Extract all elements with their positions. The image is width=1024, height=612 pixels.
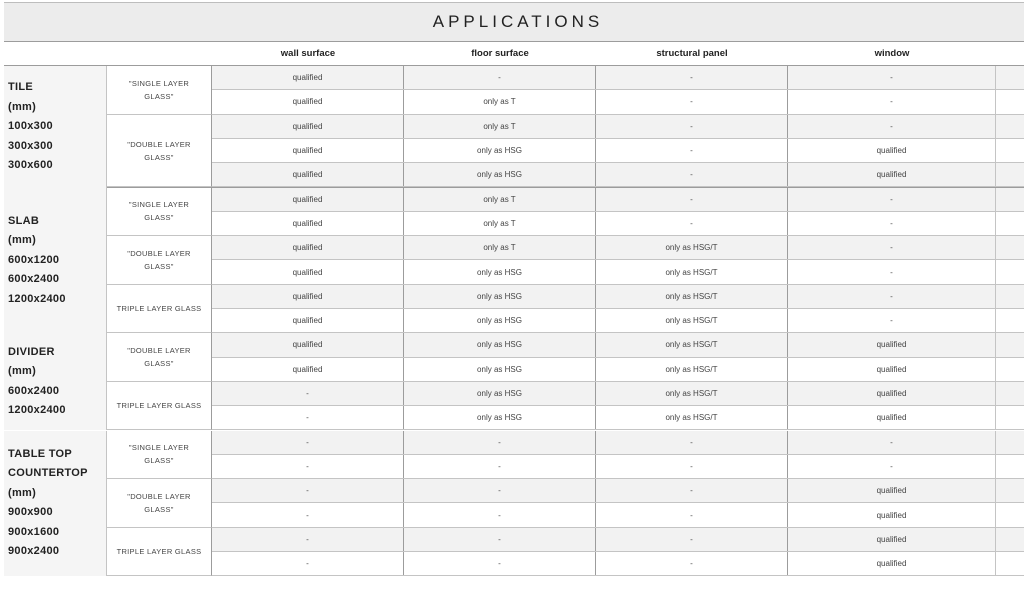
group-label-line: COUNTERTOP	[8, 467, 88, 480]
column-header-row	[4, 42, 1024, 66]
group-label-line: (mm)	[8, 100, 37, 113]
table-cell: qualified	[212, 188, 404, 211]
table-cell: qualified	[212, 90, 404, 113]
glass-type-text: TRIPLE LAYER GLASS	[116, 401, 202, 411]
group-label	[4, 66, 107, 188]
table-cell: qualified	[212, 285, 404, 308]
group-label-line: 900x2400	[8, 545, 60, 558]
table-cell: only as HSG	[404, 406, 596, 429]
group-label-line: 900x900	[8, 506, 53, 519]
table-cell: only as T	[404, 115, 596, 138]
group-label-line: (mm)	[8, 365, 37, 378]
glass-type-label	[107, 188, 212, 237]
table-cell: only as HSG	[404, 139, 596, 162]
table-row	[212, 333, 1024, 357]
table-cell: only as HSG/T	[596, 236, 788, 259]
table-row	[212, 503, 1024, 527]
group-label-line: TABLE TOP	[8, 447, 73, 460]
table-cell: only as HSG/T	[596, 309, 788, 332]
table-row	[212, 260, 1024, 284]
table-cell: -	[596, 479, 788, 502]
table-cell: qualified	[212, 212, 404, 235]
table-row	[212, 552, 1024, 576]
table-cell: qualified	[788, 528, 996, 551]
table-cell: only as HSG	[404, 333, 596, 356]
table-cell: qualified	[788, 406, 996, 429]
table-cell: -	[596, 188, 788, 211]
table-cell: -	[788, 212, 996, 235]
table-cell: qualified	[788, 479, 996, 502]
table-cell: -	[212, 552, 404, 575]
table-cell: -	[788, 431, 996, 454]
table-cell: only as HSG	[404, 285, 596, 308]
table-row	[212, 188, 1024, 212]
table-cell: only as HSG/T	[596, 285, 788, 308]
group-label-line: 900x1600	[8, 525, 60, 538]
table-cell: -	[596, 212, 788, 235]
table-row	[212, 479, 1024, 503]
glass-type-label	[107, 479, 212, 528]
table-cell: only as HSG/T	[596, 260, 788, 283]
table-cell: -	[596, 503, 788, 526]
table-cell: -	[788, 260, 996, 283]
table-cell: -	[404, 503, 596, 526]
title-bar	[4, 2, 1024, 42]
table-cell: -	[404, 431, 596, 454]
table-cell: qualified	[212, 236, 404, 259]
table-cell: -	[788, 309, 996, 332]
table-cell: -	[596, 552, 788, 575]
table-cell: qualified	[212, 333, 404, 356]
table-row	[212, 309, 1024, 333]
table-cell: only as HSG/T	[596, 333, 788, 356]
group-label-line: 1200x2400	[8, 404, 66, 417]
table-cell: qualified	[212, 139, 404, 162]
table-cell: -	[596, 163, 788, 186]
table-cell: -	[596, 115, 788, 138]
table-cell: -	[788, 188, 996, 211]
table-group	[4, 431, 1024, 577]
table-cell: -	[212, 528, 404, 551]
page-title: APPLICATIONS	[432, 12, 604, 31]
table-cell: -	[596, 90, 788, 113]
glass-type-text: "DOUBLE LAYER GLASS"	[127, 491, 191, 514]
glass-type-label	[107, 66, 212, 115]
table-group	[4, 333, 1024, 430]
table-row	[212, 115, 1024, 139]
table-cell: -	[788, 455, 996, 478]
group-label	[4, 431, 107, 577]
group-label-line: TILE	[8, 81, 34, 93]
table-cell: qualified	[788, 163, 996, 186]
table-cell: -	[404, 66, 596, 89]
table-cell: -	[404, 455, 596, 478]
table-row	[212, 66, 1024, 90]
table-cell: -	[596, 66, 788, 89]
group-label-line: 100x300	[8, 120, 53, 132]
glass-type-label	[107, 285, 212, 334]
table-cell: qualified	[788, 358, 996, 381]
table-cell: only as T	[404, 212, 596, 235]
glass-type-label	[107, 431, 212, 480]
table-cell: -	[596, 431, 788, 454]
table-group	[4, 188, 1024, 334]
glass-type-label	[107, 236, 212, 285]
table-row	[212, 139, 1024, 163]
table-cell: only as T	[404, 90, 596, 113]
glass-type-text: TRIPLE LAYER GLASS	[116, 546, 202, 556]
table-cell: qualified	[212, 115, 404, 138]
group-label-line: 600x1200	[8, 253, 60, 266]
table-cell: -	[596, 139, 788, 162]
table-cell: only as T	[404, 188, 596, 211]
table-cell: qualified	[788, 139, 996, 162]
glass-type-text: "SINGLE LAYER GLASS"	[128, 443, 190, 466]
table-cell: qualified	[788, 382, 996, 405]
table-cell: -	[404, 528, 596, 551]
group-label-line: 600x2400	[8, 273, 60, 286]
group-label-line: 300x300	[8, 139, 53, 152]
column-header-floor-surface: floor surface	[471, 48, 529, 59]
glass-type-text: "DOUBLE LAYER GLASS"	[127, 346, 191, 369]
table-cell: -	[596, 455, 788, 478]
table-row	[212, 382, 1024, 406]
column-header-wall-surface: wall surface	[280, 48, 336, 59]
table-cell: only as HSG	[404, 358, 596, 381]
table-cell: -	[212, 406, 404, 429]
table-cell: -	[788, 115, 996, 138]
table-row	[212, 285, 1024, 309]
table-row	[212, 406, 1024, 430]
group-label-line: SLAB	[8, 214, 40, 227]
table-cell: qualified	[788, 503, 996, 526]
table-row	[212, 212, 1024, 236]
table-group	[4, 66, 1024, 188]
group-label	[4, 333, 107, 430]
table-cell: only as HSG	[404, 309, 596, 332]
column-header-structural-panel: structural panel	[656, 48, 728, 59]
table-cell: -	[212, 479, 404, 502]
glass-type-label	[107, 528, 212, 577]
table-row	[212, 236, 1024, 260]
table-cell: only as HSG/T	[596, 358, 788, 381]
table-cell: qualified	[212, 66, 404, 89]
table-cell: -	[404, 479, 596, 502]
table-cell: -	[788, 236, 996, 259]
glass-type-label	[107, 382, 212, 431]
glass-type-text: TRIPLE LAYER GLASS	[116, 303, 202, 313]
table-cell: qualified	[212, 260, 404, 283]
group-label-line: 1200x2400	[8, 292, 66, 305]
group-label-line: DIVIDER	[8, 345, 55, 358]
table-row	[212, 90, 1024, 114]
table-cell: qualified	[212, 358, 404, 381]
glass-type-text: "DOUBLE LAYER GLASS"	[127, 139, 191, 162]
table-cell: -	[596, 528, 788, 551]
glass-type-label	[107, 115, 212, 188]
table-row	[212, 528, 1024, 552]
table-cell: -	[212, 455, 404, 478]
group-label-line: 300x600	[8, 159, 53, 171]
table-cell: -	[788, 90, 996, 113]
column-header-window: window	[874, 48, 910, 59]
table-cell: -	[788, 285, 996, 308]
table-cell: only as HSG	[404, 163, 596, 186]
glass-type-text: "DOUBLE LAYER GLASS"	[127, 248, 191, 271]
table-cell: only as HSG/T	[596, 382, 788, 405]
table-cell: -	[788, 66, 996, 89]
table-row	[212, 358, 1024, 382]
table-cell: -	[212, 431, 404, 454]
table-cell: qualified	[212, 309, 404, 332]
table-row	[212, 431, 1024, 455]
glass-type-label	[107, 333, 212, 382]
table-row	[212, 455, 1024, 479]
table-cell: qualified	[788, 552, 996, 575]
glass-type-text: "SINGLE LAYER GLASS"	[128, 78, 190, 101]
group-label-line: (mm)	[8, 234, 37, 247]
table-cell: qualified	[788, 333, 996, 356]
group-label-line: (mm)	[8, 486, 37, 499]
table-row	[212, 163, 1024, 187]
table-cell: qualified	[212, 163, 404, 186]
table-cell: only as HSG/T	[596, 406, 788, 429]
glass-type-text: "SINGLE LAYER GLASS"	[128, 200, 190, 223]
group-label-line: 600x2400	[8, 384, 60, 397]
table-cell: only as T	[404, 236, 596, 259]
table-cell: -	[212, 503, 404, 526]
table-cell: -	[404, 552, 596, 575]
table-cell: -	[212, 382, 404, 405]
group-label	[4, 188, 107, 334]
table-cell: only as HSG	[404, 260, 596, 283]
table-cell: only as HSG	[404, 382, 596, 405]
